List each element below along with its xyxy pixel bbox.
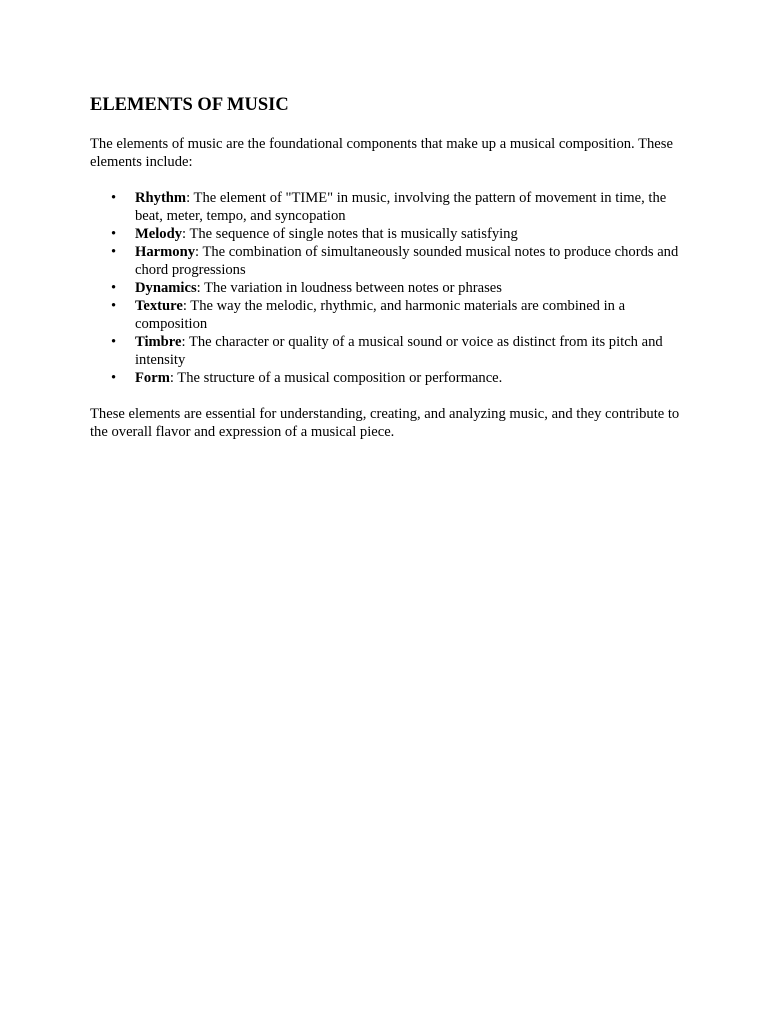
list-item-description: : The element of "TIME" in music, involving the pattern of movement in time, the beat, meter, tempo, and syncopation [135,190,667,224]
document-body [90,94,680,441]
list-item-term: Rhythm [135,190,187,206]
list-item-term: Harmony [135,244,195,260]
bullet-icon: • [111,370,117,386]
list-item-term: Melody [135,226,183,242]
list-item-description: : The character or quality of a musical sound or voice as distinct from its pitch and intensity [135,334,663,368]
list-item-term: Timbre [135,334,182,350]
list-item-term: Form [135,370,170,386]
list-item-description: : The way the melodic, rhythmic, and harmonic materials are combined in a composition [135,298,626,332]
closing-paragraph: These elements are essential for understanding, creating, and analyzing music, and they contribute to the overall flavor and expression of a musical piece. [90,406,680,440]
bullet-icon: • [111,280,117,296]
list-item-melody [90,225,680,243]
bullet-icon: • [111,244,117,260]
list-item-dynamics [90,279,680,297]
list-item-description: : The structure of a musical composition or performance. [169,370,503,386]
list-item-harmony [90,243,680,279]
document-title: ELEMENTS OF MUSIC [90,95,289,115]
list-item-texture [90,297,680,333]
list-item-description: : The sequence of single notes that is musically satisfying [182,226,518,242]
list-item-form [90,369,680,387]
bullet-icon: • [111,190,117,206]
list-item-term: Texture [135,298,183,314]
list-item-rhythm [90,189,680,225]
bullet-icon: • [111,298,117,314]
bullet-icon: • [111,226,117,242]
list-item-term: Dynamics [135,280,197,296]
list-item-timbre [90,333,680,369]
elements-list [90,189,680,387]
intro-paragraph: The elements of music are the foundational components that make up a musical composition. These elements include: [90,136,673,170]
list-item-description: : The variation in loudness between notes or phrases [196,280,502,296]
list-item-description: : The combination of simultaneously sounded musical notes to produce chords and chord progressions [135,244,679,278]
bullet-icon: • [111,334,117,350]
